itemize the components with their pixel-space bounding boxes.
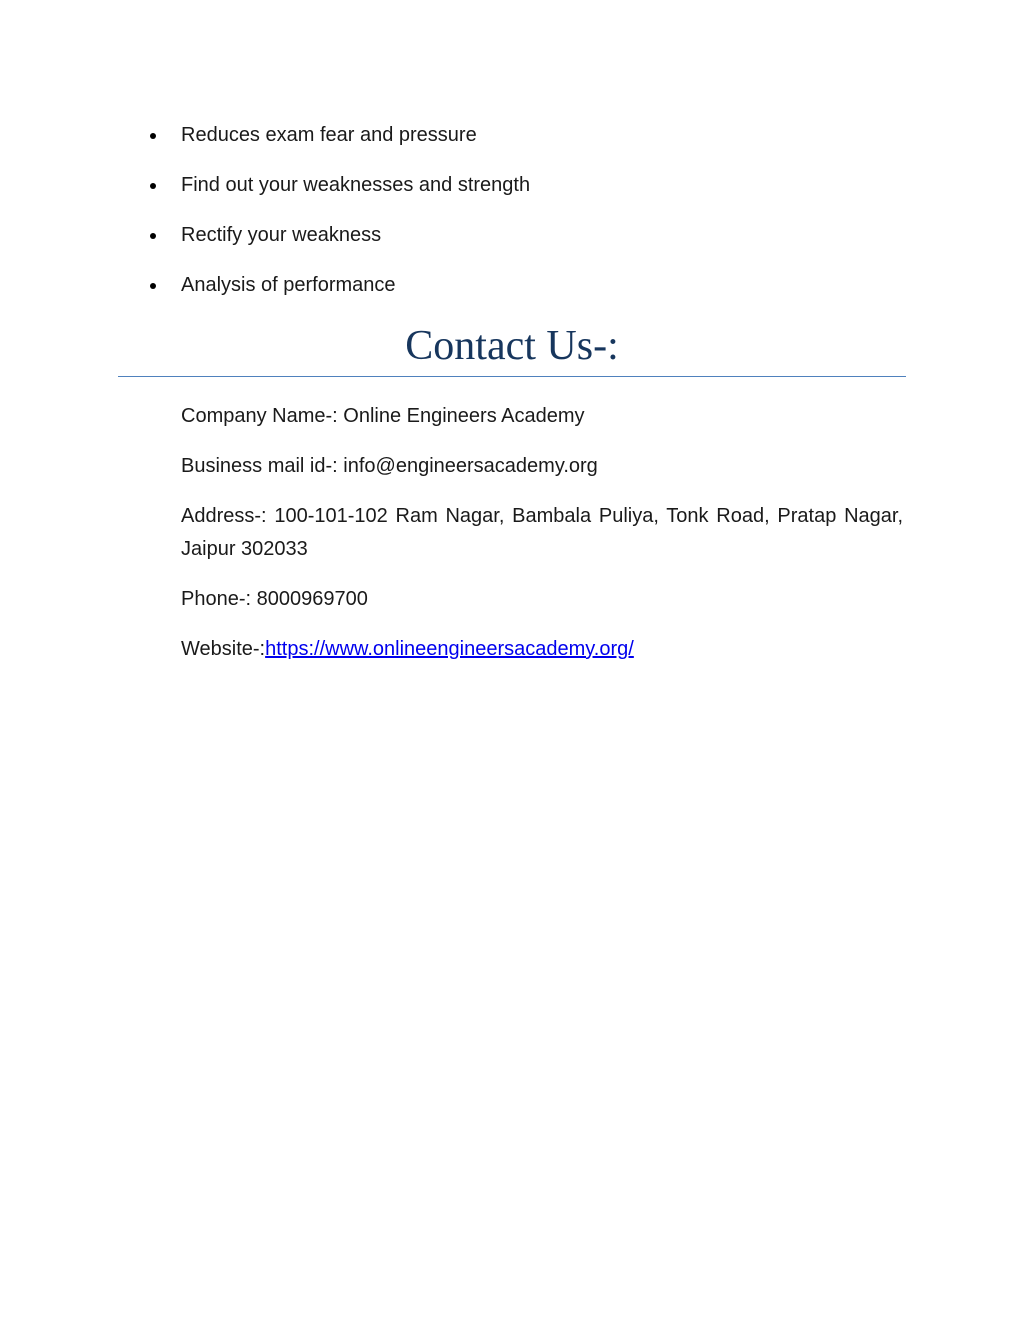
website-label: Website-: [181, 638, 266, 660]
contact-details [181, 400, 903, 683]
list-item [145, 118, 905, 168]
list-item-text: Find out your weaknesses and strength [181, 174, 531, 196]
business-mail: Business mail id-: info@engineersacademy.org [181, 455, 598, 477]
bullet-icon [150, 233, 156, 239]
address: Address-: 100-101-102 Ram Nagar, Bambala Puliya, Tonk Road, Pratap Nagar, Jaipur 302033 [181, 505, 903, 560]
phone: Phone-: 8000969700 [181, 588, 368, 610]
list-item [145, 268, 905, 318]
company-name: Company Name-: Online Engineers Academy [181, 405, 585, 427]
bullet-icon [150, 133, 156, 139]
list-item-text: Analysis of performance [181, 274, 396, 296]
website [181, 633, 903, 666]
list-item [145, 168, 905, 218]
list-item [145, 218, 905, 268]
bullet-icon [150, 183, 156, 189]
list-item-text: Reduces exam fear and pressure [181, 124, 477, 146]
benefits-list [145, 118, 905, 318]
contact-heading: Contact Us-: [118, 318, 906, 377]
list-item-text: Rectify your weakness [181, 224, 382, 246]
website-link[interactable]: https://www.onlineengineersacademy.org/ [265, 638, 634, 660]
bullet-icon [150, 283, 156, 289]
